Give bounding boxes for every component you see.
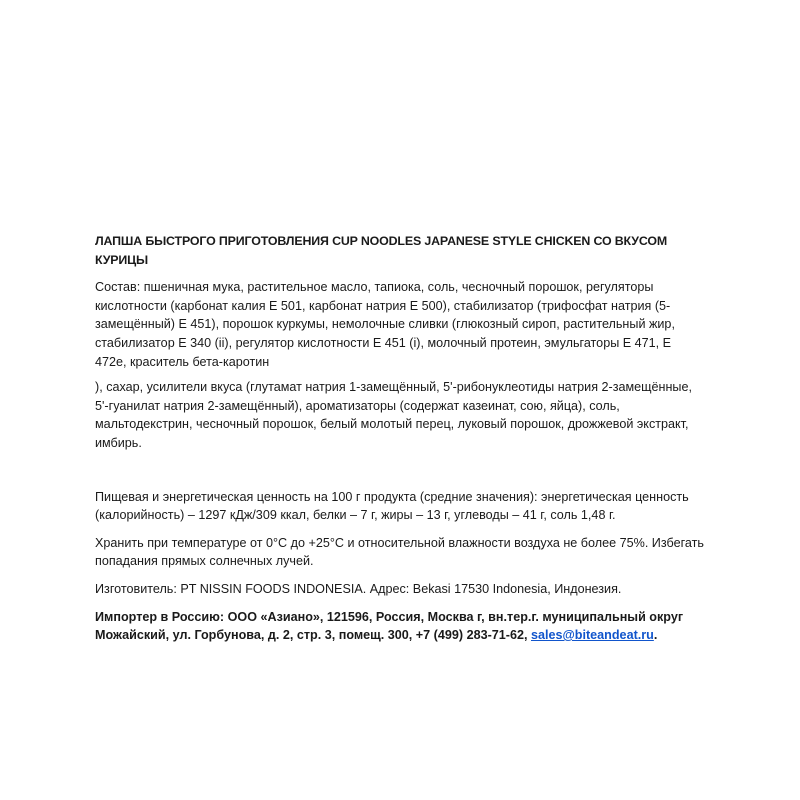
- composition-text-part2: ), сахар, усилители вкуса (глутамат натрия 1-замещённый, 5'-рибонуклеотиды натрия 2-замещённые, 5'-гуанилат натрия 2-замещённый), ароматизаторы (содержат казеинат, сою, яйца), соль, мальтодекстрин, чесночный порошок, белый молотый перец, луковый порошок, дрожжевой экстракт, имбирь.: [95, 380, 692, 450]
- product-title: ЛАПША БЫСТРОГО ПРИГОТОВЛЕНИЯ CUP NOODLES JAPANESE STYLE CHICKEN СО ВКУСОМ КУРИЦЫ: [95, 234, 667, 267]
- storage-conditions: Хранить при температуре от 0°С до +25°С и относительной влажности воздуха не более 75%. Избегать попадания прямых солнечных лучей.: [95, 535, 704, 569]
- product-label-document: [95, 232, 705, 645]
- importer-email-link[interactable]: sales@biteandeat.ru: [530, 628, 654, 643]
- importer-text: Импортер в Россию: ООО «Азиано», 121596, Россия, Москва г, вн.тер.г. муниципальный округ Можайский, ул. Горбунова, д. 2, стр. 3, помещ. 300, +7 (499) 283-71-62,: [95, 609, 684, 643]
- composition-text-part1: Состав: пшеничная мука, растительное масло, тапиока, соль, чесночный порошок, регуляторы кислотности (карбонат калия Е 501, карбонат натрия Е 500), стабилизатор (трифосфат натрия (5-замещённый) Е 451), порошок куркумы, немолочные сливки (глюкозный сироп, растительный жир, стабилизатор Е 340 (ii), регулятор кислотности Е 451 (i), молочный протеин, эмульгаторы Е 471, Е 472е, краситель бета-каротин: [95, 280, 675, 369]
- importer-end: .: [653, 628, 658, 643]
- manufacturer-info: Изготовитель: PT NISSIN FOODS INDONESIA. Адрес: Bekasi 17530 Indonesia, Индонезия.: [95, 581, 622, 596]
- nutrition-info: Пищевая и энергетическая ценность на 100 г продукта (средние значения): энергетическая ценность (калорийность) – 1297 кДж/309 ккал, белки – 7 г, жиры – 13 г, углеводы – 41 г, соль 1,48 г.: [95, 489, 689, 523]
- importer-info: [95, 608, 705, 645]
